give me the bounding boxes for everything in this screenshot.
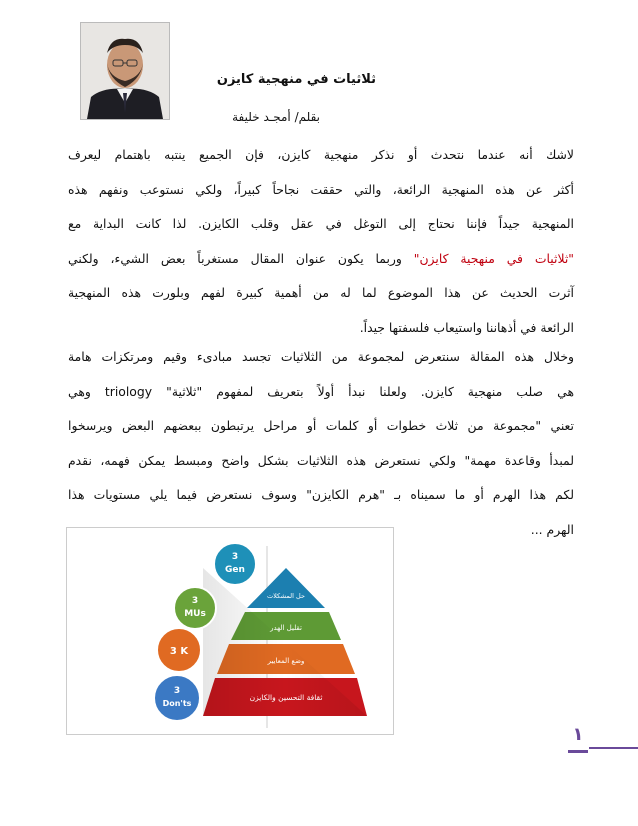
pyramid-tier-label: ثقافة التحسين والكايزن: [249, 693, 323, 702]
paragraph-line: لمبدأ وقاعدة مهمة" ولكي نستعرض هذه الثلاثيات بشكل واضح ومبسط يمكن فهمه، نقدم: [68, 452, 574, 468]
paragraph-line: [68, 242, 574, 277]
badge-number: 3: [191, 596, 199, 606]
author-photo: [80, 22, 170, 120]
paragraph-line: هي صلب منهجية كايزن. ولعلنا نبدأ أولاً بتعريف لمفهوم "ثلاثية" triology وهي: [68, 383, 574, 399]
author-byline: بقلم/ أمجـد خليفة: [232, 110, 320, 124]
paragraph-line: آثرت الحديث عن هذا الموضوع لما له من أهمية كبيرة لفهم وبلورت هذه المنهجية: [68, 285, 574, 301]
kaizen-pyramid-figure: [66, 527, 394, 735]
badge-number: 3 K: [169, 646, 189, 657]
paragraph-intro: [68, 138, 574, 346]
badge-number: 3: [173, 686, 181, 696]
paragraph-line: الرائعة في أذهاننا واستيعاب فلسفتها جيداً.: [359, 319, 574, 335]
pyramid-tier-label: تقليل الهدر: [270, 624, 302, 632]
badge-label: Gen: [225, 565, 245, 575]
pyramid-tier-1: [247, 568, 325, 608]
page-number: ١: [568, 724, 588, 753]
pyramid-tier-label: وضع المعايير: [267, 657, 305, 665]
paragraph-line: لكم هذا الهرم أو ما سميناه بـ "هرم الكايزن" وسوف نستعرض فيما يلي مستويات هذا: [68, 487, 574, 503]
paragraph-line: الهرم ...: [530, 521, 574, 537]
badge-circle: [174, 587, 216, 629]
kaizen-pyramid-svg: [67, 528, 393, 734]
article-title: ثلاثيات في منهجية كايزن: [216, 72, 376, 87]
paragraph-line: وخلال هذه المقالة سنتعرض لمجموعة من الثلاثيات تجسد مبادىء وقيم ومرتكزات هامة: [68, 349, 574, 364]
badge-label: Don'ts: [162, 699, 192, 708]
page-footer-rule: [589, 747, 638, 749]
paragraph-line: تعني "مجموعة من ثلاث خطوات أو كلمات أو مراحل يرتبطون ببعضهم البعض ويرسخوا: [68, 418, 574, 434]
author-photo-illustration: [81, 23, 169, 119]
highlighted-title: "ثلاثيات في منهجية كايزن": [413, 250, 574, 266]
paragraph-line: المنهجية جيداً فإننا نحتاج إلى التوغل في عقل وقلب الكايزن. لذا كانت البداية مع: [68, 216, 574, 232]
badge-circle: [154, 675, 200, 721]
pyramid-tier-label: حل المشكلات: [267, 592, 305, 600]
badge-label: MUs: [184, 609, 206, 619]
paragraph-body: [68, 340, 574, 548]
badge-circle: [214, 543, 256, 585]
paragraph-line: أكثر عن هذه المنهجية الرائعة، والتي حققت نجاحاً كبيراً، ولكي نستوعب ونفهم هذه: [68, 181, 574, 197]
paragraph-line-rest: وربما يكون عنوان المقال مستغرباً بعض الشيء، ولكني: [68, 250, 414, 266]
badge-number: 3: [231, 552, 239, 562]
paragraph-line: لاشك أنه عندما نتحدث أو نذكر منهجية كايزن، فإن الجميع ينتبه باهتمام ليعرف: [68, 147, 574, 162]
